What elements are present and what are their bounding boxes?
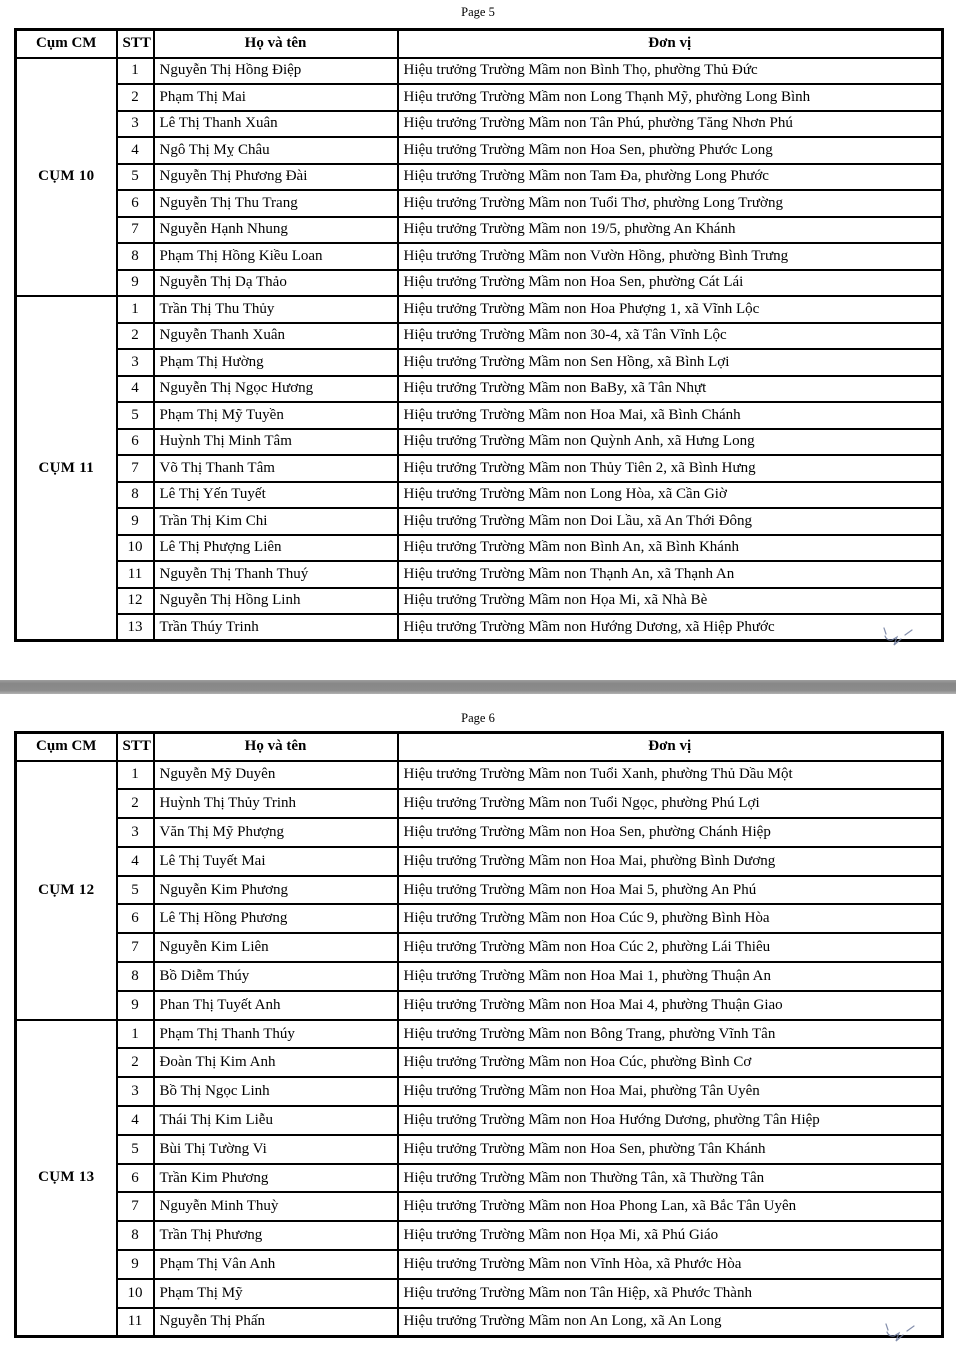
row-number: 1 bbox=[117, 1020, 154, 1049]
unit-description: Hiệu trưởng Trường Mầm non Hoa Mai, phường Tân Uyên bbox=[398, 1077, 943, 1106]
table-row bbox=[16, 761, 943, 790]
page-separator-bar bbox=[0, 680, 956, 694]
person-name: Lê Thị Thanh Xuân bbox=[154, 111, 398, 138]
row-number: 3 bbox=[117, 349, 154, 376]
row-number: 7 bbox=[117, 217, 154, 244]
table-row bbox=[16, 58, 943, 85]
row-number: 6 bbox=[117, 1164, 154, 1193]
column-header-name: Họ và tên bbox=[154, 733, 398, 761]
unit-description: Hiệu trưởng Trường Mầm non Vườn Hồng, phường Bình Trưng bbox=[398, 243, 943, 270]
person-name: Lê Thị Tuyết Mai bbox=[154, 847, 398, 876]
table-row bbox=[16, 1020, 943, 1049]
table-row bbox=[16, 137, 943, 164]
person-name: Phạm Thị Mỹ Tuyền bbox=[154, 402, 398, 429]
table-row bbox=[16, 614, 943, 641]
table-row bbox=[16, 508, 943, 535]
cluster-label: CỤM 13 bbox=[16, 1020, 117, 1337]
table-row bbox=[16, 323, 943, 350]
row-number: 9 bbox=[117, 508, 154, 535]
unit-description: Hiệu trưởng Trường Mầm non Hoa Mai 1, phường Thuận An bbox=[398, 962, 943, 991]
row-number: 5 bbox=[117, 164, 154, 191]
row-number: 9 bbox=[117, 270, 154, 297]
unit-description: Hiệu trưởng Trường Mầm non Tuổi Xanh, phường Thủ Dầu Một bbox=[398, 761, 943, 790]
table-row bbox=[16, 991, 943, 1020]
unit-description: Hiệu trưởng Trường Mầm non Hoa Phượng 1, xã Vĩnh Lộc bbox=[398, 296, 943, 323]
person-name: Phạm Thị Hường bbox=[154, 349, 398, 376]
table-header-row bbox=[16, 733, 943, 761]
unit-description: Hiệu trưởng Trường Mầm non An Long, xã An Long bbox=[398, 1308, 943, 1337]
person-name: Nguyễn Hạnh Nhung bbox=[154, 217, 398, 244]
unit-description: Hiệu trưởng Trường Mầm non Hoa Hướng Dương, phường Tân Hiệp bbox=[398, 1106, 943, 1135]
row-number: 5 bbox=[117, 402, 154, 429]
handwritten-mark-icon bbox=[880, 1320, 920, 1346]
unit-description: Hiệu trưởng Trường Mầm non Thủy Tiên 2, xã Bình Hưng bbox=[398, 455, 943, 482]
unit-description: Hiệu trưởng Trường Mầm non Tuổi Thơ, phường Long Trường bbox=[398, 190, 943, 217]
table-row bbox=[16, 1192, 943, 1221]
row-number: 2 bbox=[117, 1048, 154, 1077]
person-name: Nguyễn Thị Phấn bbox=[154, 1308, 398, 1337]
unit-description: Hiệu trưởng Trường Mầm non Hướng Dương, xã Hiệp Phước bbox=[398, 614, 943, 641]
unit-description: Hiệu trưởng Trường Mầm non Bông Trang, phường Vĩnh Tân bbox=[398, 1020, 943, 1049]
person-name: Nguyễn Kim Phương bbox=[154, 876, 398, 905]
person-name: Lê Thị Phượng Liên bbox=[154, 535, 398, 562]
table-row bbox=[16, 1250, 943, 1279]
person-name: Nguyễn Kim Liên bbox=[154, 933, 398, 962]
table-row bbox=[16, 217, 943, 244]
unit-description: Hiệu trưởng Trường Mầm non 30-4, xã Tân Vĩnh Lộc bbox=[398, 323, 943, 350]
person-name: Võ Thị Thanh Tâm bbox=[154, 455, 398, 482]
person-name: Trần Kim Phương bbox=[154, 1164, 398, 1193]
row-number: 6 bbox=[117, 190, 154, 217]
person-name: Phan Thị Tuyết Anh bbox=[154, 991, 398, 1020]
row-number: 6 bbox=[117, 904, 154, 933]
table-row bbox=[16, 243, 943, 270]
person-name: Thái Thị Kim Liễu bbox=[154, 1106, 398, 1135]
unit-description: Hiệu trưởng Trường Mầm non Long Hòa, xã Cần Giờ bbox=[398, 482, 943, 509]
table-row bbox=[16, 84, 943, 111]
row-number: 4 bbox=[117, 847, 154, 876]
person-name: Bùi Thị Tường Vi bbox=[154, 1135, 398, 1164]
row-number: 7 bbox=[117, 933, 154, 962]
table-row bbox=[16, 876, 943, 905]
unit-description: Hiệu trưởng Trường Mầm non BaBy, xã Tân Nhựt bbox=[398, 376, 943, 403]
person-name: Bồ Thị Ngọc Linh bbox=[154, 1077, 398, 1106]
column-header-stt: STT bbox=[117, 30, 154, 58]
row-number: 3 bbox=[117, 1077, 154, 1106]
row-number: 2 bbox=[117, 84, 154, 111]
person-name: Nguyễn Thị Hồng Linh bbox=[154, 588, 398, 615]
unit-description: Hiệu trưởng Trường Mầm non Bình An, xã Bình Khánh bbox=[398, 535, 943, 562]
unit-description: Hiệu trưởng Trường Mầm non Hoa Cúc 9, phường Bình Hòa bbox=[398, 904, 943, 933]
unit-description: Hiệu trưởng Trường Mầm non Sen Hồng, xã Bình Lợi bbox=[398, 349, 943, 376]
row-number: 10 bbox=[117, 1279, 154, 1308]
table-row bbox=[16, 1077, 943, 1106]
table-row bbox=[16, 296, 943, 323]
row-number: 9 bbox=[117, 991, 154, 1020]
row-number: 8 bbox=[117, 482, 154, 509]
cluster-label: CỤM 11 bbox=[16, 296, 117, 641]
person-name: Trần Thị Thu Thủy bbox=[154, 296, 398, 323]
unit-description: Hiệu trưởng Trường Mầm non Hoa Sen, phường Phước Long bbox=[398, 137, 943, 164]
row-number: 4 bbox=[117, 376, 154, 403]
row-number: 12 bbox=[117, 588, 154, 615]
row-number: 1 bbox=[117, 761, 154, 790]
column-header-name: Họ và tên bbox=[154, 30, 398, 58]
unit-description: Hiệu trưởng Trường Mầm non Hoa Mai 4, phường Thuận Giao bbox=[398, 991, 943, 1020]
unit-description: Hiệu trưởng Trường Mầm non Long Thạnh Mỹ, phường Long Bình bbox=[398, 84, 943, 111]
unit-description: Hiệu trưởng Trường Mầm non Thường Tân, xã Thường Tân bbox=[398, 1164, 943, 1193]
unit-description: Hiệu trưởng Trường Mầm non Tân Phú, phường Tăng Nhơn Phú bbox=[398, 111, 943, 138]
unit-description: Hiệu trưởng Trường Mầm non Hoa Phong Lan, xã Bắc Tân Uyên bbox=[398, 1192, 943, 1221]
person-name: Ngô Thị Mỵ Châu bbox=[154, 137, 398, 164]
roster-table-page-5 bbox=[14, 28, 944, 642]
table-row bbox=[16, 402, 943, 429]
unit-description: Hiệu trưởng Trường Mầm non Hoa Cúc 2, phường Lái Thiêu bbox=[398, 933, 943, 962]
row-number: 4 bbox=[117, 137, 154, 164]
table-row bbox=[16, 1048, 943, 1077]
person-name: Lê Thị Hồng Phương bbox=[154, 904, 398, 933]
unit-description: Hiệu trưởng Trường Mầm non Vĩnh Hòa, xã Phước Hòa bbox=[398, 1250, 943, 1279]
table-row bbox=[16, 1279, 943, 1308]
person-name: Nguyễn Thị Ngọc Hương bbox=[154, 376, 398, 403]
row-number: 13 bbox=[117, 614, 154, 641]
table-row bbox=[16, 164, 943, 191]
cluster-label: CỤM 10 bbox=[16, 58, 117, 297]
person-name: Văn Thị Mỹ Phượng bbox=[154, 818, 398, 847]
row-number: 8 bbox=[117, 962, 154, 991]
unit-description: Hiệu trưởng Trường Mầm non Quỳnh Anh, xã Hưng Long bbox=[398, 429, 943, 456]
table-row bbox=[16, 1135, 943, 1164]
person-name: Phạm Thị Hồng Kiều Loan bbox=[154, 243, 398, 270]
unit-description: Hiệu trưởng Trường Mầm non Hoa Cúc, phường Bình Cơ bbox=[398, 1048, 943, 1077]
table-row bbox=[16, 933, 943, 962]
unit-description: Hiệu trưởng Trường Mầm non Tam Đa, phường Long Phước bbox=[398, 164, 943, 191]
table-header-row bbox=[16, 30, 943, 58]
row-number: 2 bbox=[117, 789, 154, 818]
unit-description: Hiệu trưởng Trường Mầm non Thạnh An, xã Thạnh An bbox=[398, 561, 943, 588]
table-row bbox=[16, 111, 943, 138]
row-number: 4 bbox=[117, 1106, 154, 1135]
cluster-label: CỤM 12 bbox=[16, 761, 117, 1020]
person-name: Trần Thị Phương bbox=[154, 1221, 398, 1250]
unit-description: Hiệu trưởng Trường Mầm non Hoa Sen, phường Tân Khánh bbox=[398, 1135, 943, 1164]
person-name: Huỳnh Thị Thủy Trinh bbox=[154, 789, 398, 818]
row-number: 7 bbox=[117, 455, 154, 482]
unit-description: Hiệu trưởng Trường Mầm non Hoa Mai, xã Bình Chánh bbox=[398, 402, 943, 429]
table-row bbox=[16, 1164, 943, 1193]
row-number: 1 bbox=[117, 296, 154, 323]
person-name: Bồ Diễm Thúy bbox=[154, 962, 398, 991]
unit-description: Hiệu trưởng Trường Mầm non 19/5, phường An Khánh bbox=[398, 217, 943, 244]
row-number: 2 bbox=[117, 323, 154, 350]
table-row bbox=[16, 190, 943, 217]
table-row bbox=[16, 376, 943, 403]
person-name: Nguyễn Thị Thanh Thuý bbox=[154, 561, 398, 588]
person-name: Phạm Thị Mỹ bbox=[154, 1279, 398, 1308]
row-number: 8 bbox=[117, 1221, 154, 1250]
person-name: Nguyễn Thị Thu Trang bbox=[154, 190, 398, 217]
column-header-unit: Đơn vị bbox=[398, 30, 943, 58]
handwritten-mark-icon bbox=[878, 624, 918, 650]
unit-description: Hiệu trưởng Trường Mầm non Hoa Mai 5, phường An Phú bbox=[398, 876, 943, 905]
table-row bbox=[16, 789, 943, 818]
unit-description: Hiệu trưởng Trường Mầm non Tân Hiệp, xã Phước Thành bbox=[398, 1279, 943, 1308]
person-name: Phạm Thị Mai bbox=[154, 84, 398, 111]
row-number: 10 bbox=[117, 535, 154, 562]
table-row bbox=[16, 847, 943, 876]
row-number: 5 bbox=[117, 876, 154, 905]
row-number: 7 bbox=[117, 1192, 154, 1221]
table-row bbox=[16, 455, 943, 482]
page-number-label: Page 5 bbox=[461, 5, 495, 19]
table-row bbox=[16, 561, 943, 588]
row-number: 1 bbox=[117, 58, 154, 85]
column-header-unit: Đơn vị bbox=[398, 733, 943, 761]
row-number: 6 bbox=[117, 429, 154, 456]
table-row bbox=[16, 818, 943, 847]
unit-description: Hiệu trưởng Trường Mầm non Doi Lầu, xã An Thới Đông bbox=[398, 508, 943, 535]
unit-description: Hiệu trưởng Trường Mầm non Hoa Mai, phường Bình Dương bbox=[398, 847, 943, 876]
row-number: 9 bbox=[117, 1250, 154, 1279]
table-row bbox=[16, 535, 943, 562]
person-name: Trần Thị Kim Chi bbox=[154, 508, 398, 535]
column-header-cluster: Cụm CM bbox=[16, 30, 117, 58]
page-number-label: Page 6 bbox=[461, 711, 495, 725]
person-name: Trần Thúy Trinh bbox=[154, 614, 398, 641]
unit-description: Hiệu trưởng Trường Mầm non Họa Mi, xã Phú Giáo bbox=[398, 1221, 943, 1250]
table-row bbox=[16, 270, 943, 297]
column-header-cluster: Cụm CM bbox=[16, 733, 117, 761]
person-name: Phạm Thị Vân Anh bbox=[154, 1250, 398, 1279]
person-name: Nguyễn Minh Thuỳ bbox=[154, 1192, 398, 1221]
table-row bbox=[16, 1221, 943, 1250]
row-number: 3 bbox=[117, 818, 154, 847]
table-row bbox=[16, 904, 943, 933]
person-name: Nguyễn Thị Phương Đài bbox=[154, 164, 398, 191]
table-row bbox=[16, 429, 943, 456]
table-row bbox=[16, 962, 943, 991]
row-number: 8 bbox=[117, 243, 154, 270]
person-name: Huỳnh Thị Minh Tâm bbox=[154, 429, 398, 456]
person-name: Nguyễn Mỹ Duyên bbox=[154, 761, 398, 790]
table-row bbox=[16, 1308, 943, 1337]
person-name: Nguyễn Thanh Xuân bbox=[154, 323, 398, 350]
unit-description: Hiệu trưởng Trường Mầm non Họa Mi, xã Nhà Bè bbox=[398, 588, 943, 615]
table-row bbox=[16, 1106, 943, 1135]
table-row bbox=[16, 482, 943, 509]
table-row bbox=[16, 588, 943, 615]
unit-description: Hiệu trưởng Trường Mầm non Tuổi Ngọc, phường Phú Lợi bbox=[398, 789, 943, 818]
person-name: Đoàn Thị Kim Anh bbox=[154, 1048, 398, 1077]
column-header-stt: STT bbox=[117, 733, 154, 761]
person-name: Lê Thị Yến Tuyết bbox=[154, 482, 398, 509]
unit-description: Hiệu trưởng Trường Mầm non Hoa Sen, phường Chánh Hiệp bbox=[398, 818, 943, 847]
table-row bbox=[16, 349, 943, 376]
row-number: 11 bbox=[117, 561, 154, 588]
unit-description: Hiệu trưởng Trường Mầm non Bình Thọ, phường Thủ Đức bbox=[398, 58, 943, 85]
row-number: 11 bbox=[117, 1308, 154, 1337]
row-number: 3 bbox=[117, 111, 154, 138]
unit-description: Hiệu trưởng Trường Mầm non Hoa Sen, phường Cát Lái bbox=[398, 270, 943, 297]
person-name: Nguyễn Thị Hồng Điệp bbox=[154, 58, 398, 85]
person-name: Phạm Thị Thanh Thúy bbox=[154, 1020, 398, 1049]
person-name: Nguyễn Thị Dạ Thảo bbox=[154, 270, 398, 297]
roster-table-page-6 bbox=[14, 731, 944, 1338]
row-number: 5 bbox=[117, 1135, 154, 1164]
